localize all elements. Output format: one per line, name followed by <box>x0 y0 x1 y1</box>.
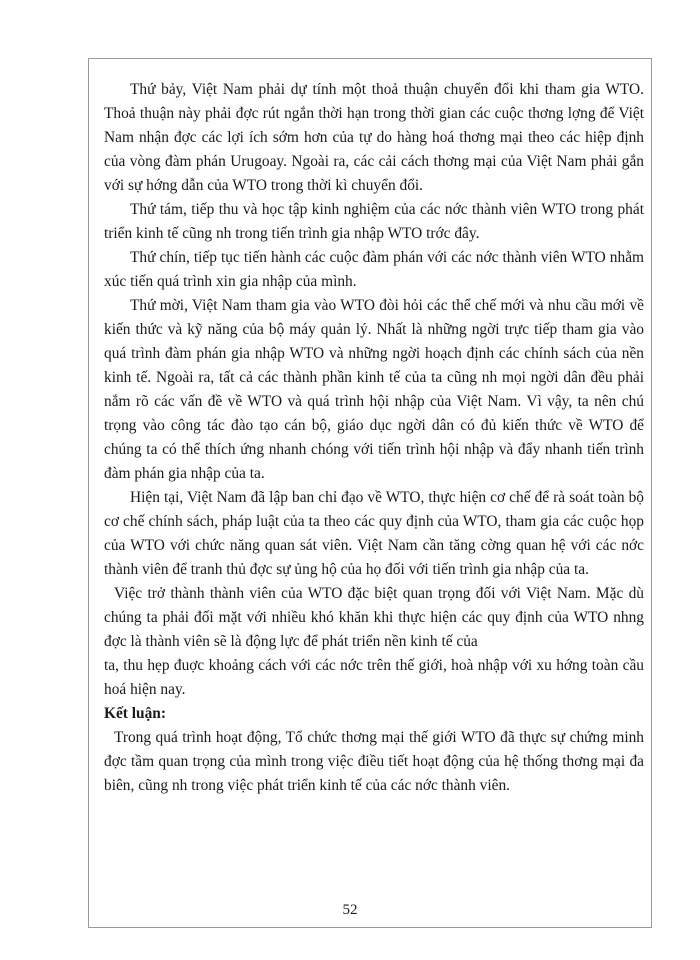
paragraph-viec-tro-thanh: Việc trở thành thành viên của WTO đặc biệt quan trọng đối với Việt Nam. Mặc dù chúng ta phải đối mặt với nhiều khó khăn khi thực hiện các quy định của WTO nhng đợc là thành viên sẽ là động lực để phát triển nền kinh tế của <box>104 585 644 650</box>
paragraph-thu-bay: Thứ bảy, Việt Nam phải dự tính một thoả thuận chuyển đổi khi tham gia WTO. Thoả thuận này phải đợc rút ngắn thời hạn trong thời gian các cuộc thơng lợng để Việt Nam nhận đợc các lợi ích sớm hơn của tự do hàng hoá thơng mại theo các hiệp định của vòng đàm phán Urugoay. Ngoài ra, các cải cách thơng mại của Việt Nam phải gắn với sự hớng dẫn của WTO trong thời kì chuyển đổi. <box>104 81 644 194</box>
conclusion-paragraph: Trong quá trình hoạt động, Tổ chức thơng mại thế giới WTO đã thực sự chứng minh đợc tầm quan trọng của mình trong việc điều tiết hoạt động của hệ thống thơng mại đa biên, cũng nh trong việc phát triển kinh tế của các nớc thành viên. <box>104 729 644 794</box>
paragraph-thu-tam: Thứ tám, tiếp thu và học tập kinh nghiệm của các nớc thành viên WTO trong phát triển kinh tế cũng nh trong tiến trình gia nhập WTO trớc đây. <box>104 201 644 242</box>
conclusion-heading: Kết luận: <box>104 705 166 722</box>
document-body <box>104 78 644 798</box>
paragraph-hien-tai: Hiện tại, Việt Nam đã lập ban chỉ đạo về WTO, thực hiện cơ chế để rà soát toàn bộ cơ chế chính sách, pháp luật của ta theo các quy định của WTO, tham gia các cuộc họp của WTO với chức năng quan sát viên. Việt Nam cần tăng cờng quan hệ với các nớc thành viên để tranh thủ đợc sự ủng hộ của họ đối với tiến trình gia nhập của ta. <box>104 489 644 578</box>
paragraph-thu-muoi: Thứ mời, Việt Nam tham gia vào WTO đòi hỏi các thể chế mới và nhu cầu mới về kiến thức và kỹ năng của bộ máy quản lý. Nhất là những ngời trực tiếp tham gia vào quá trình đàm phán gia nhập WTO và những ngời hoạch định các chính sách của nền kinh tế. Ngoài ra, tất cả các thành phần kinh tế của ta cũng nh mọi ngời dân đều phải nắm rõ các vấn đề về WTO và quá trình hội nhập của Việt Nam. Vì vậy, ta nên chú trọng vào công tác đào tạo cán bộ, giáo dục ngời dân có đủ kiến thức về WTO để chúng ta có thể thích ứng nhanh chóng với tiến trình hội nhập và đẩy nhanh tiến trình đàm phán gia nhập của ta. <box>104 297 644 482</box>
paragraph-thu-chin: Thứ chín, tiếp tục tiến hành các cuộc đàm phán với các nớc thành viên WTO nhằm xúc tiến quá trình xin gia nhập của mình. <box>104 249 644 290</box>
page-number: 52 <box>342 902 358 918</box>
paragraph-viec-tro-thanh-continued: ta, thu hẹp đuợc khoảng cách với các nớc trên thế giới, hoà nhập với xu hớng toàn cầu hoá hiện nay. <box>104 657 644 698</box>
